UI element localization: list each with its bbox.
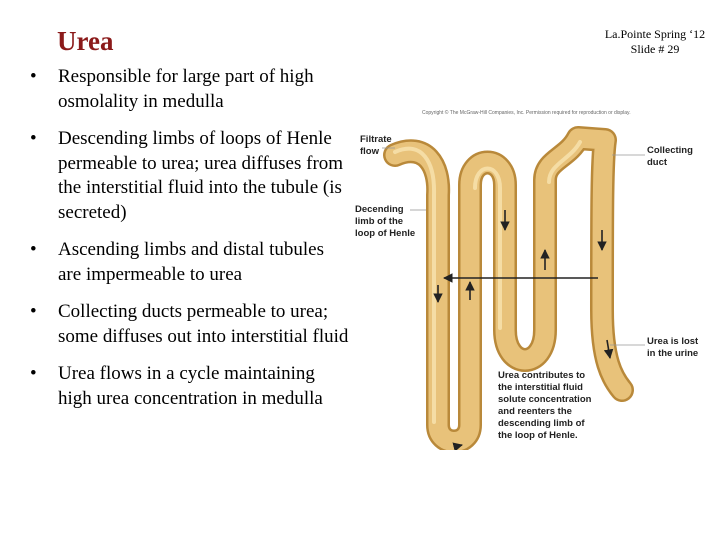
bullet-item xyxy=(30,238,350,287)
label-contrib-1: Urea contributes to xyxy=(498,370,586,381)
bullet-icon: • xyxy=(30,363,37,384)
label-cd-1: Collecting xyxy=(647,145,693,156)
bullet-item xyxy=(30,300,350,349)
bullet-icon: • xyxy=(30,301,37,322)
label-filtrate-1: Filtrate xyxy=(360,134,392,145)
label-desc-2: limb of the xyxy=(355,216,404,227)
bullet-text: Descending limbs of loops of Henle permeable to urea; urea diffuses from the interstitial fluid into the tubule (is secreted) xyxy=(58,128,344,223)
copyright-notice: Copyright © The McGraw-Hill Companies, Inc. Permission required for reproduction or display. xyxy=(422,110,631,116)
bullet-list xyxy=(30,65,350,411)
slide-meta xyxy=(600,27,710,57)
label-contrib-2: the interstitial fluid xyxy=(498,382,583,393)
label-desc-1: Decending xyxy=(355,204,404,215)
bullet-text: Ascending limbs and distal tubules are impermeable to urea xyxy=(58,239,324,285)
bullet-icon: • xyxy=(30,128,37,149)
bullet-item xyxy=(30,127,350,225)
slide-title: Urea xyxy=(57,26,114,56)
slide-number: Slide # 29 xyxy=(630,42,680,56)
bullet-item xyxy=(30,65,350,114)
course-term: La.Pointe Spring ‘12 xyxy=(604,27,706,41)
label-cd-2: duct xyxy=(647,157,668,168)
bullet-icon: • xyxy=(30,239,37,260)
bullet-icon: • xyxy=(30,66,37,87)
label-filtrate-2: flow xyxy=(360,146,379,157)
label-contrib-3: solute concentration xyxy=(498,394,592,405)
bullet-item xyxy=(30,362,350,411)
bullet-text: Responsible for large part of high osmolality in medulla xyxy=(58,66,314,112)
label-contrib-5: descending limb of xyxy=(498,418,585,429)
label-lost-1: Urea is lost xyxy=(647,336,699,347)
label-lost-2: in the urine xyxy=(647,348,699,359)
label-desc-3: loop of Henle xyxy=(355,228,416,239)
urea-cycle-figure xyxy=(340,100,720,450)
label-contrib-4: and reenters the xyxy=(498,406,572,417)
label-contrib-6: the loop of Henle. xyxy=(498,430,578,441)
bullet-text: Collecting ducts permeable to urea; some diffuses out into interstitial fluid xyxy=(58,301,349,347)
bullet-text: Urea flows in a cycle maintaining high urea concentration in medulla xyxy=(58,363,323,409)
